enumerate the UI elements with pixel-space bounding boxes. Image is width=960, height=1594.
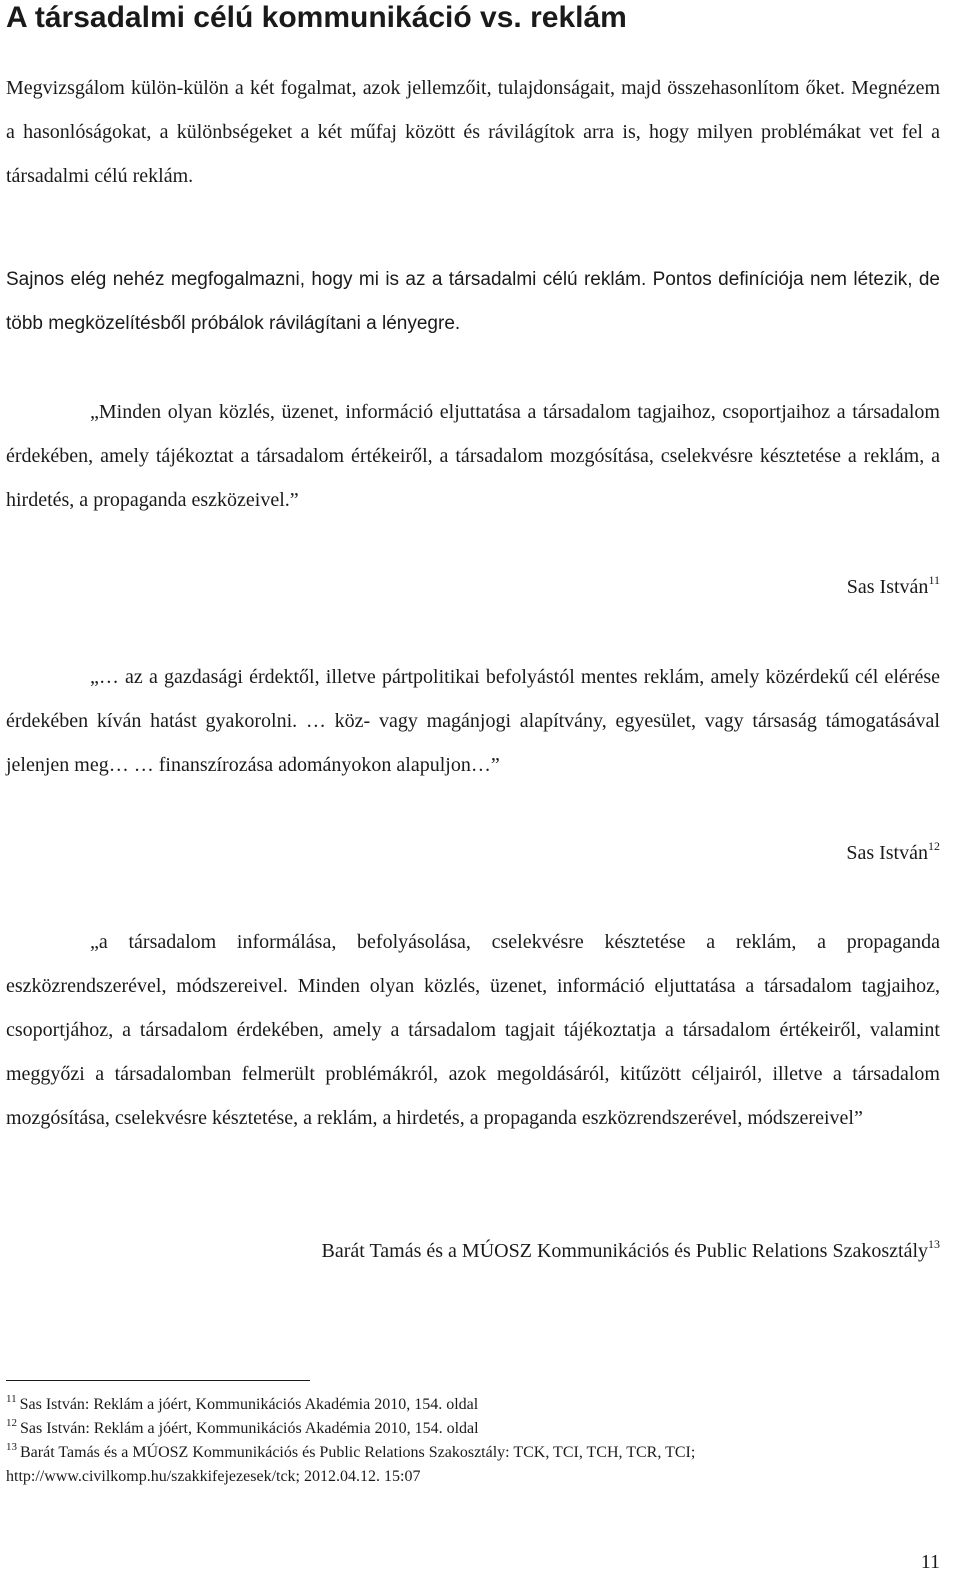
footnote-number: 13 [6,1441,17,1453]
footnote-number: 11 [6,1393,17,1405]
quote-1-attribution [847,572,940,602]
quote-2-author: Sas István [846,842,928,864]
quote-1-author: Sas István [846,576,929,598]
footnote-ref-12: 12 [928,839,940,853]
page-number: 11 [920,1551,940,1573]
footnote-text: Sas István: Reklám a jóért, Kommunikációs Akadémia 2010, 154. oldal [19,1396,479,1413]
footnote-text: Barát Tamás és a MÚOSZ Kommunikációs és Public Relations Szakosztály: TCK, TCI, TCH, TCR, TCI; [20,1444,696,1461]
footnote-separator [6,1380,310,1381]
footnote-text: Sas István: Reklám a jóért, Kommunikációs Akadémia 2010, 154. oldal [20,1420,479,1437]
quote-2-attribution [846,838,940,868]
footnote-12 [6,1418,479,1440]
quote-1: „Minden olyan közlés, üzenet, információ eljuttatása a társadalom tagjaihoz, csoportjaihoz a társadalom érdekében, amely tájékoztat a társadalom értékeiről, a társadalom mozgósítása, cselekvésre késztetése a reklám, a hirdetés, a propaganda eszközeivel.” [6,401,940,511]
quote-2: „… az a gazdasági érdektől, illetve pártpolitikai befolyástól mentes reklám, amely közérdekű cél elérése érdekében kíván hatást gyakorolni. … köz- vagy magánjogi alapítvány, egyesület, vagy társaság támogatásával jelenjen meg… … finanszírozása adományokon alapuljon…” [6,666,940,776]
footnote-13-url[interactable]: http://www.civilkomp.hu/szakkifejezesek/tck; 2012.04.12. 15:07 [6,1468,421,1485]
intro-paragraph: Megvizsgálom külön-külön a két fogalmat, azok jellemzőit, tulajdonságait, majd összehasonlítom őket. Megnézem a hasonlóságokat, a különbségeket a két műfaj között és rávilágítok arra is, hogy milyen problémákat vet fel a társadalmi célú reklám. [6,77,940,187]
quote-3: „a társadalom informálása, befolyásolása, cselekvésre késztetése a reklám, a propaganda eszközrendszerével, módszereivel. Minden olyan közlés, üzenet, információ eljuttatása a társadalom tagjaihoz, csoportjához, a társadalom érdekében, amely a társadalom tagjait tájékoztatja a társadalom értékeiről, valamint meggyőzi a társadalomban felmerült problémákról, azok megoldásáról, kitűzött céljairól, illetve a társadalom mozgósítása, cselekvésre késztetése, a reklám, a hirdetés, a propaganda eszközrendszerével, módszereivel” [6,931,940,1129]
quote-3-author: Barát Tamás és a MÚOSZ Kommunikációs és Public Relations Szakosztály [321,1240,928,1262]
page-title: A társadalmi célú kommunikáció vs. reklám [6,1,627,34]
quote-3-attribution [322,1236,940,1266]
footnote-ref-11: 11 [928,573,940,587]
footnote-11 [6,1394,478,1416]
footnote-ref-13: 13 [928,1237,940,1251]
footnote-13 [6,1442,695,1464]
footnote-number: 12 [6,1417,17,1429]
definition-intro-paragraph: Sajnos elég nehéz megfogalmazni, hogy mi is az a társadalmi célú reklám. Pontos definíciója nem létezik, de több megközelítésből próbálok rávilágítani a lényegre. [6,269,940,334]
